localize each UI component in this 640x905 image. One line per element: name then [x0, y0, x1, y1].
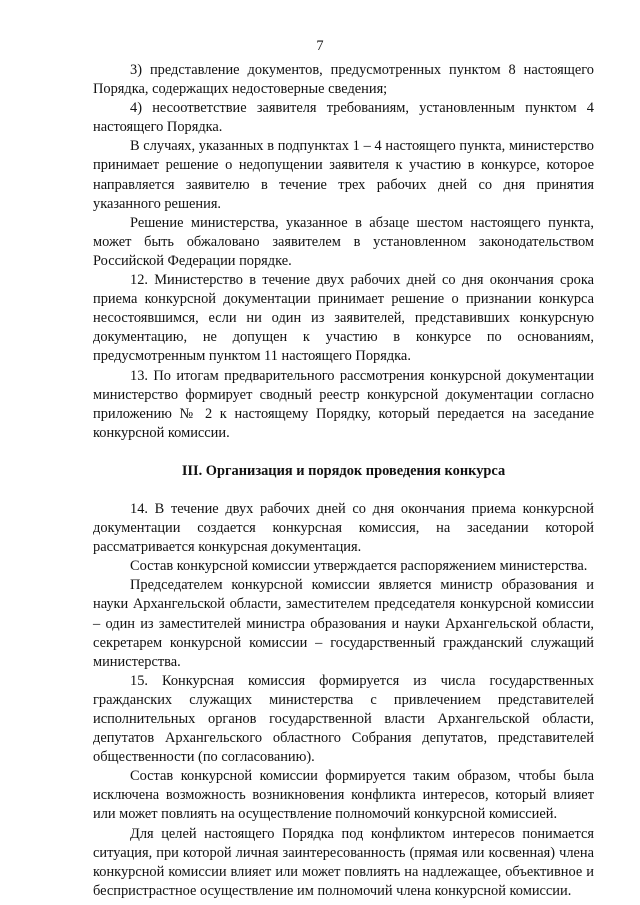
- paragraph-commission-composition: Состав конкурсной комиссии утверждается распоряжением министерства.: [130, 558, 588, 575]
- paragraph-item-4: 4) несоответствие заявителя требованиям, установленным пунктом 4 настоящего Порядка.: [93, 100, 594, 136]
- paragraph-cases: В случаях, указанных в подпунктах 1 – 4 настоящего пункта, министерство принимает решение о недопущении заявителя к участию в конкурсе, которое направляется заявителю в течение трех рабочих дней со дня принятия указанного решения.: [93, 138, 594, 212]
- paragraph-chairman: Председателем конкурсной комиссии является министр образования и науки Архангельской области, заместителем председателя конкурсной комиссии – один из заместителей министра образования и науки Архангельской области, секретарем конкурсной комиссии – государственный гражданский служащий министерства.: [93, 577, 594, 670]
- paragraph-13: 13. По итогам предварительного рассмотрения конкурсной документации министерство формирует сводный реестр конкурсной документации согласно приложению № 2 к настоящему Порядку, который передается на заседание конкурсной комиссии.: [93, 367, 594, 441]
- paragraph-appeal: Решение министерства, указанное в абзаце шестом настоящего пункта, может быть обжаловано заявителем в установленном законодательством Российской Федерации порядке.: [93, 214, 594, 269]
- paragraph-item-3: 3) представление документов, предусмотренных пунктом 8 настоящего Порядка, содержащих недостоверные сведения;: [93, 62, 594, 98]
- paragraph-conflict-exclusion: Состав конкурсной комиссии формируется таким образом, чтобы была исключена возможность возникновения конфликта интересов, который влияет или может повлиять на осуществление полномочий конкурсной комиссией.: [93, 768, 594, 823]
- paragraph-15: 15. Конкурсная комиссия формируется из числа государственных гражданских служащих министерства с привлечением представителей исполнительных органов государственной власти Архангельской области, депутатов Архангельского областного Собрания депутатов, представителей общественности (по согласованию).: [93, 672, 594, 766]
- paragraph-conflict-definition: Для целей настоящего Порядка под конфликтом интересов понимается ситуация, при которой личная заинтересованность (прямая или косвенная) члена конкурсной комиссии влияет или может повлиять на надлежащее, объективное и беспристрастное осуществление им полномочий члена конкурсной комиссии.: [93, 825, 594, 899]
- paragraph-14: 14. В течение двух рабочих дней со дня окончания приема конкурсной документации создается конкурсная комиссия, на заседании которой рассматривается конкурсная документация.: [93, 500, 594, 556]
- page-number: 7: [316, 38, 324, 54]
- document-body: [93, 61, 594, 901]
- paragraph-12: 12. Министерство в течение двух рабочих дней со дня окончания срока приема конкурсной документации принимает решение о признании конкурса несостоявшимся, если ни один из заявителей, представивших конкурсную документацию, не допущен к участию в конкурсе по основаниям, предусмотренным пунктом 11 настоящего Порядка.: [93, 272, 594, 365]
- section-heading: III. Организация и порядок проведения конкурса: [181, 462, 506, 479]
